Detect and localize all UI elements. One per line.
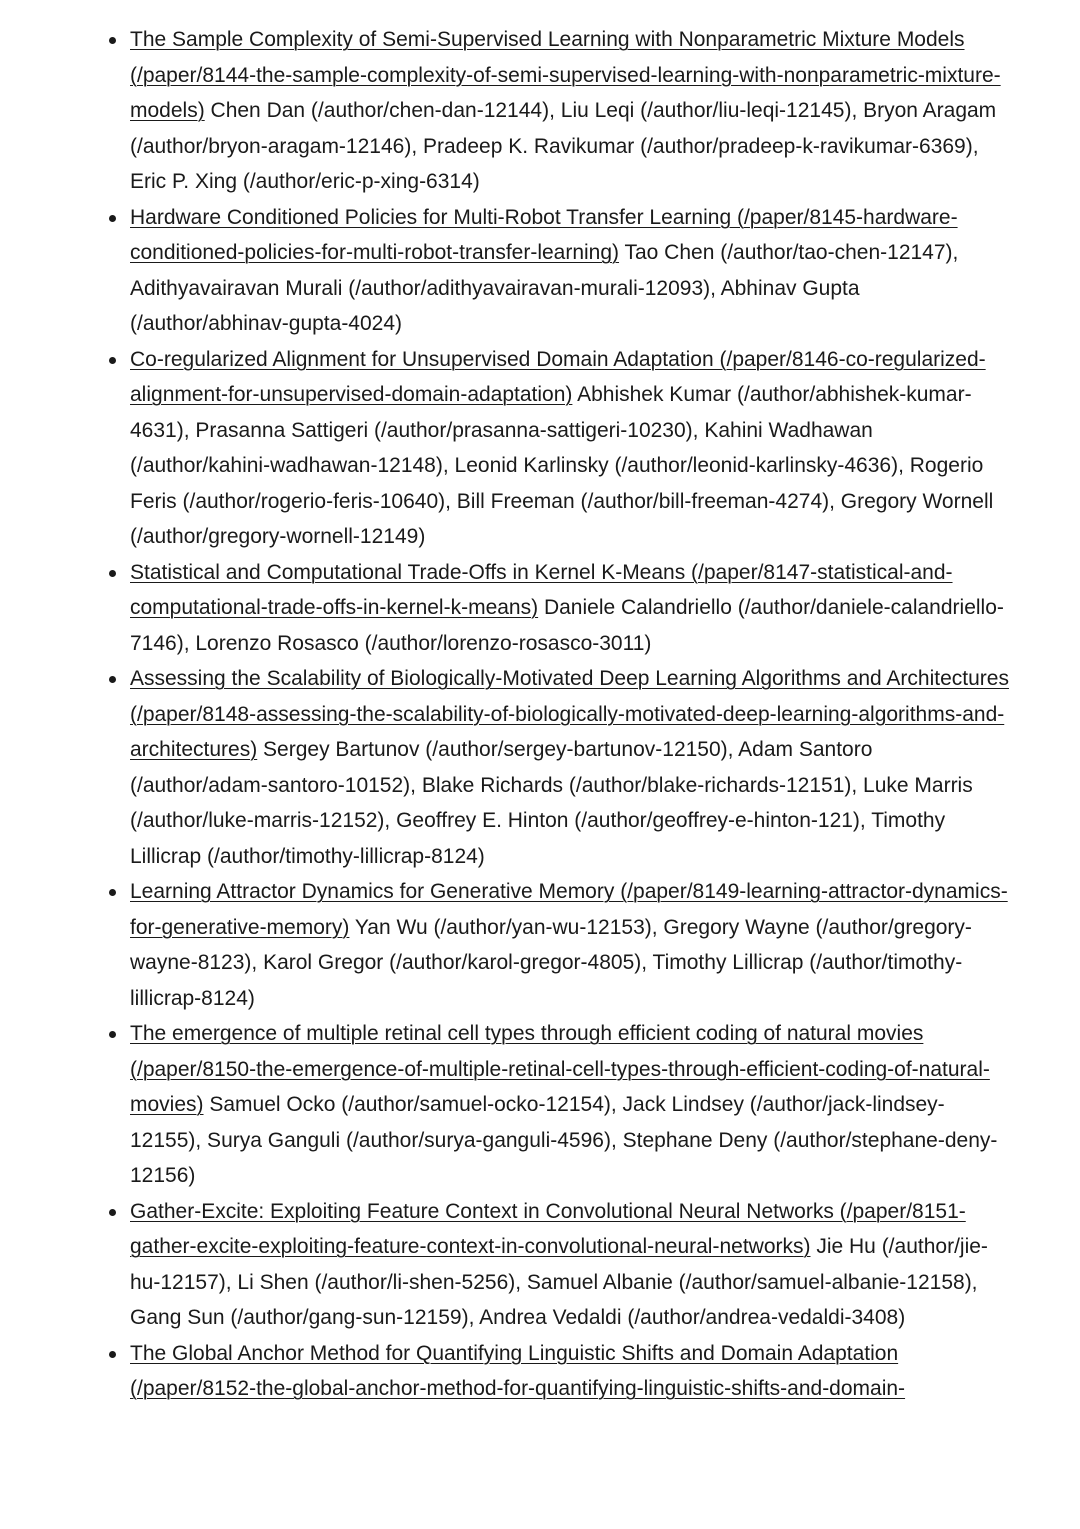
list-item (130, 874, 1010, 1016)
author-list: Abhishek Kumar (/author/abhishek-kumar-4631), Prasanna Sattigeri (/author/prasanna-sattigeri-10230), Kahini Wadhawan (/author/kahini-wadhawan-12148), Leonid Karlinsky (/author/leonid-karlinsky-4636), Rogerio Feris (/author/rogerio-feris-10640), Bill Freeman (/author/bill-freeman-4274), Gregory Wornell (/author/gregory-wornell-12149) (130, 383, 994, 548)
author-list: Jie Hu (/author/jie-hu-12157), Li Shen (/author/li-shen-5256), Samuel Albanie (/author/samuel-albanie-12158), Gang Sun (/author/gang-sun-12159), Andrea Vedaldi (/author/andrea-vedaldi-3408) (130, 1235, 988, 1329)
list-item (130, 200, 1010, 342)
list-item (130, 661, 1010, 874)
paper-link[interactable]: Statistical and Computational Trade-Offs in Kernel K-Means (/paper/8147-statistical-and-computational-trade-offs-in-kernel-k-means) (130, 560, 953, 619)
list-item (130, 1336, 1010, 1407)
list-item (130, 555, 1010, 662)
list-item (130, 22, 1010, 200)
paper-link[interactable]: Learning Attractor Dynamics for Generative Memory (/paper/8149-learning-attractor-dynamics-for-generative-memory) (130, 880, 1008, 939)
paper-link[interactable]: Assessing the Scalability of Biologically-Motivated Deep Learning Algorithms and Architectures (/paper/8148-assessing-the-scalability-of-biologically-motivated-deep-learning-algorithms-and-architectures) (130, 667, 1009, 761)
list-item (130, 1016, 1010, 1194)
page (0, 22, 1080, 1407)
paper-link[interactable]: The Sample Complexity of Semi-Supervised Learning with Nonparametric Mixture Models (/paper/8144-the-sample-complexity-of-semi-supervised-learning-with-nonparametric-mixture-models) (130, 28, 1001, 122)
list-item (130, 1194, 1010, 1336)
paper-link[interactable]: The emergence of multiple retinal cell types through efficient coding of natural movies (/paper/8150-the-emergence-of-multiple-retinal-cell-types-through-efficient-coding-of-natural-movies) (130, 1022, 990, 1116)
paper-link[interactable]: Gather-Excite: Exploiting Feature Context in Convolutional Neural Networks (/paper/8151-gather-excite-exploiting-feature-context-in-convolutional-neural-networks) (130, 1199, 966, 1258)
paper-link[interactable]: The Global Anchor Method for Quantifying Linguistic Shifts and Domain Adaptation (/paper/8152-the-global-anchor-method-for-quantifying-linguistic-shifts-and-domain- (130, 1341, 906, 1400)
author-list: Tao Chen (/author/tao-chen-12147), Adithyavairavan Murali (/author/adithyavairavan-murali-12093), Abhinav Gupta (/author/abhinav-gupta-4024) (130, 241, 959, 335)
author-list: Daniele Calandriello (/author/daniele-calandriello-7146), Lorenzo Rosasco (/author/lorenzo-rosasco-3011) (130, 596, 1004, 655)
paper-link[interactable]: Co-regularized Alignment for Unsupervised Domain Adaptation (/paper/8146-co-regularized-alignment-for-unsupervised-domain-adaptation) (130, 347, 986, 406)
author-list: Sergey Bartunov (/author/sergey-bartunov-12150), Adam Santoro (/author/adam-santoro-10152), Blake Richards (/author/blake-richards-12151), Luke Marris (/author/luke-marris-12152), Geoffrey E. Hinton (/author/geoffrey-e-hinton-121), Timothy Lillicrap (/author/timothy-lillicrap-8124) (130, 738, 973, 868)
list-item (130, 342, 1010, 555)
author-list: Yan Wu (/author/yan-wu-12153), Gregory Wayne (/author/gregory-wayne-8123), Karol Gregor (/author/karol-gregor-4805), Timothy Lillicrap (/author/timothy-lillicrap-8124) (130, 915, 972, 1010)
paper-link[interactable]: Hardware Conditioned Policies for Multi-Robot Transfer Learning (/paper/8145-hardware-conditioned-policies-for-multi-robot-transfer-learning) (130, 205, 958, 264)
paper-list (0, 22, 1010, 1407)
author-list: Samuel Ocko (/author/samuel-ocko-12154), Jack Lindsey (/author/jack-lindsey-12155), Surya Ganguli (/author/surya-ganguli-4596), Stephane Deny (/author/stephane-deny-12156) (130, 1093, 998, 1187)
author-list: Chen Dan (/author/chen-dan-12144), Liu Leqi (/author/liu-leqi-12145), Bryon Aragam (/author/bryon-aragam-12146), Pradeep K. Ravikumar (/author/pradeep-k-ravikumar-6369), Eric P. Xing (/author/eric-p-xing-6314) (130, 99, 997, 193)
